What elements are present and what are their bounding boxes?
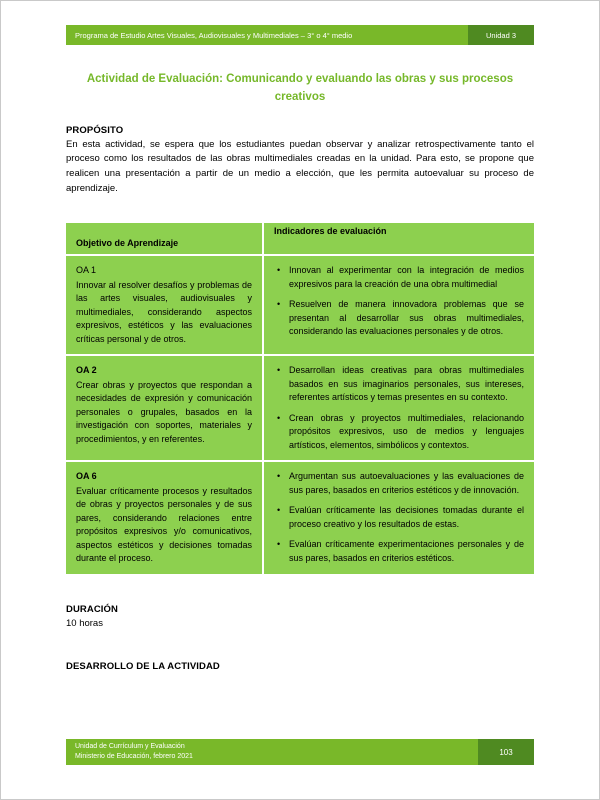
oa1-indicator-item: • Innovan al experimentar con la integración de medios expresivos para la creación de una obra multimedial [274, 264, 524, 291]
page-header-bar [66, 25, 534, 45]
duracion-heading: DURACIÓN [66, 603, 118, 615]
table-header-objetivo-label: Objetivo de Aprendizaje [76, 237, 179, 248]
oa2-text: Crear obras y proyectos que respondan a necesidades de expresión y comunicación personales o grupales, basados en la investigación con soportes, materiales y procedimientos, y en referentes. [76, 379, 252, 444]
table-row-oa1-indicadores [264, 256, 534, 354]
proposito-section [66, 125, 534, 197]
table-header-indicadores-label: Indicadores de evaluación [274, 225, 387, 236]
oa6-text: Evaluar críticamente procesos y resultados de obras y proyectos personales y de sus pares, considerando relaciones entre propósitos expresivos y/o comunicativos, aspectos estéticos y decisiones tomadas durante el proceso. [76, 485, 252, 563]
oa2-label: OA 2 [76, 365, 97, 375]
page-footer-bar [66, 739, 534, 765]
activity-title: Actividad de Evaluación: Comunicando y evaluando las obras y sus procesos creativos [86, 73, 514, 103]
desarrollo-heading: DESARROLLO DE LA ACTIVIDAD [66, 660, 220, 672]
oa6-indicators-list [274, 470, 524, 565]
table-row-oa6-indicadores [264, 462, 534, 574]
table-header-indicadores [264, 223, 534, 255]
oa1-indicators-list [274, 264, 524, 339]
duracion-value: 10 horas [66, 617, 103, 629]
oa6-indicator-item: • Argumentan sus autoevaluaciones y las evaluaciones de sus pares, basados en criterios estéticos y de innovación. [274, 470, 524, 497]
oa6-indicator-item: • Evalúan críticamente experimentaciones personales y de sus pares, basados en criterios estéticos. [274, 538, 524, 565]
duracion-section [66, 604, 534, 631]
footer-line1: Unidad de Currículum y Evaluación [75, 742, 185, 750]
header-program-title: Programa de Estudio Artes Visuales, Audiovisuales y Multimediales – 3° o 4° medio [75, 30, 353, 40]
footer-credits [66, 739, 478, 765]
oa1-text: Innovar al resolver desafíos y problemas de las artes visuales, audiovisuales y multimediales, considerando aspectos expresivos, estéticos y las evaluaciones críticas personal y de otros. [76, 279, 252, 344]
oa1-indicator-item: • Resuelven de manera innovadora problemas que se presentan al desarrollar sus obras multimediales, considerando las evaluaciones personales y de otros. [274, 298, 524, 339]
oa6-label: OA 6 [76, 471, 97, 481]
oa2-indicator-item: • Crean obras y proyectos multimediales, relacionando propósitos expresivos, uso de medios y lenguajes artísticos, elementos, simbólicos y contextos. [274, 412, 524, 453]
table-row-oa2-objetivo [66, 356, 262, 460]
table-header-objetivo [66, 223, 262, 255]
proposito-body: En esta actividad, se espera que los estudiantes puedan observar y analizar retrospectivamente tanto el proceso como los resultados de las obras multimediales creadas en la unidad. Para esto, se propone que realicen una presentación a partir de un medio a elección, que les permita autoevaluar su proceso de aprendizaje. [66, 138, 534, 194]
oa6-indicator-item: • Evalúan críticamente las decisiones tomadas durante el proceso creativo y los resultados de estas. [274, 504, 524, 531]
proposito-heading: PROPÓSITO [66, 124, 124, 136]
oa2-indicators-list [274, 364, 524, 452]
oa1-label: OA 1 [76, 265, 97, 275]
header-unit-badge: Unidad 3 [468, 25, 534, 45]
table-row-oa1-objetivo [66, 256, 262, 354]
table-row-oa2-indicadores [264, 356, 534, 460]
table-row-oa6-objetivo [66, 462, 262, 574]
footer-line2: Ministerio de Educación, febrero 2021 [75, 753, 193, 760]
page-number: 103 [478, 739, 534, 765]
objectives-table [66, 223, 534, 574]
page-content [1, 1, 599, 672]
desarrollo-section [66, 661, 534, 672]
oa2-indicator-item: • Desarrollan ideas creativas para obras multimediales basados en sus imaginarios personales, sus intereses, referentes artísticos y temas presentes en su contexto. [274, 364, 524, 405]
